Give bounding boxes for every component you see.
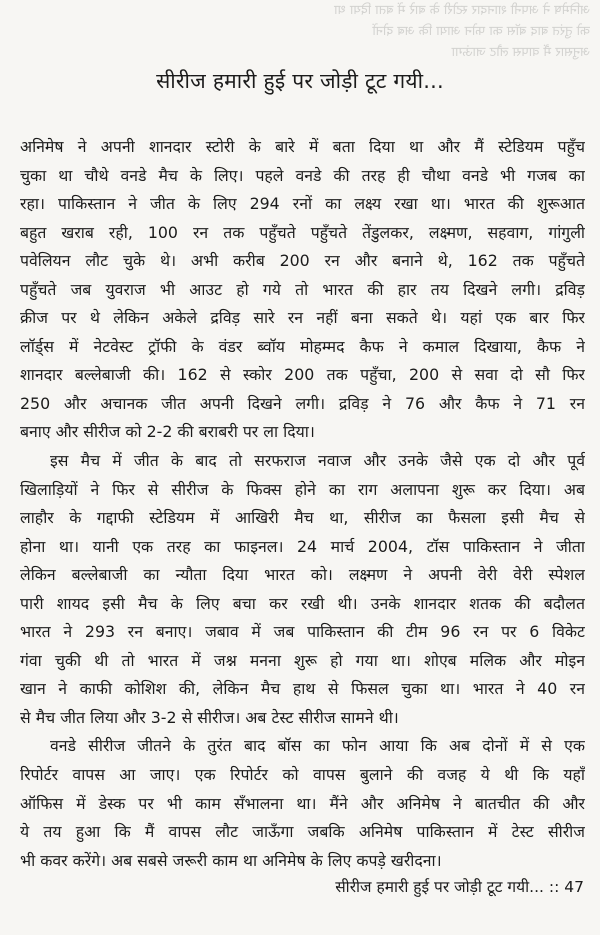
text-line: रिपोर्टर वापस आ जाए। एक रिपोर्टर को वापस बुलाने की वजह ये थी कि यहाँ [20, 765, 585, 785]
page-number: 47 [564, 878, 584, 896]
text-line: चुका था चौथे वनडे मैच के लिए। पहले वनडे की तरह ही चौथा वनडे भी गजब का [20, 165, 585, 185]
text-line: क्रीज पर थे लेकिन अकेले द्रविड़ सारे रन नहीं बना सकते थे। यहां एक बार फिर [20, 308, 585, 328]
text-line: खान ने काफी कोशिश की, लेकिन मैच हाथ से फिसल चुका था। भारत ने 40 रन [20, 679, 585, 699]
text-line: से मैच जीत लिया और 3-2 से सीरीज। अब टेस्ट सीरीज सामने थी। [20, 707, 399, 727]
running-title: सीरीज हमारी हुई पर जोड़ी टूट गयी... [335, 878, 544, 896]
text-line: लाहौर के गद्दाफी स्टेडियम में आखिरी मैच था, सीरीज का फैसला इसी मैच से [20, 508, 585, 528]
text-line: भी कवर करेंगे। अब सबसे जरूरी काम था अनिमेष के लिए कपड़े खरीदना। [20, 850, 442, 870]
text-line: भारत ने 293 रन बनाए। जबाव में जब पाकिस्तान की टीम 96 रन पर 6 विकेट [20, 622, 585, 642]
text-line: पारी शायद इसी मैच के लिए बचा कर रखी थी। उनके शानदार शतक की बदौलत [20, 593, 585, 613]
text-line: पहुँचते जब युवराज भी आउट हो गये तो भारत की हार तय दिखने लगी। द्रविड़ [20, 279, 585, 299]
footer-separator: :: [548, 878, 560, 896]
text-line: ये तय हुआ कि मैं वापस लौट जाऊँगा जबकि अनिमेष पाकिस्तान में टेस्ट सीरीज [20, 822, 585, 842]
bleed-line: अनिमेष ने अपनी शानदार स्टोरी के बारे में बता दिया था [334, 3, 590, 18]
text-line: वनडे सीरीज जीतने के तुरंत बाद बॉस का फोन आया कि अब दोनों में से एक [50, 736, 585, 756]
chapter-title: सीरीज हमारी हुई पर जोड़ी टूट गयी... [156, 69, 444, 93]
text-line: खिलाड़ियों ने फिर से सीरीज के फिक्स होने का राग अलापना शुरू कर दिया। अब [20, 479, 585, 499]
text-line: रहा। पाकिस्तान ने जीत के लिए 294 रनों का लक्ष्य रखा था। भारत की शुरूआत [20, 194, 585, 214]
text-line: पवेलियन लौट चुके थे। अभी करीब 200 रन और बनाने थे, 162 तक पहुँचते [20, 251, 585, 271]
page-footer [335, 873, 584, 901]
text-line: लॉर्ड्स में नेटवेस्ट ट्रॉफी के वंडर ब्वॉय मोहम्मद कैफ ने कमाल दिखाया, कैफ ने [20, 336, 585, 356]
bleed-through-text [300, 0, 590, 60]
bleed-line: अनुसार मैं वापस लौट जाऊंगा [451, 45, 590, 60]
text-line: गंवा चुकी थी तो भारत में जश्न मनना शुरू हो गया था। शोएब मलिक और मोइन [20, 650, 585, 670]
text-line: बनाए और सीरीज को 2-2 की बराबरी पर ला दिया। [20, 422, 315, 442]
text-line: होना था। यानी एक तरह का फाइनल। 24 मार्च 2004, टॉस पाकिस्तान ने जीता [20, 536, 585, 556]
text-line: अनिमेष ने अपनी शानदार स्टोरी के बारे में बता दिया था और मैं स्टेडियम पहुँच [20, 137, 585, 156]
text-line: 250 और अचानक जीत अपनी दिखने लगी। द्रविड़ ने 76 और कैफ ने 71 रन [20, 393, 585, 413]
chapter-body [20, 133, 585, 875]
text-line: लेकिन बल्लेबाजी का न्यौता दिया भारत को। लक्ष्मण ने अपनी वेरी वेरी स्पेशल [20, 565, 585, 585]
text-line: शानदार बल्लेबाजी की। 162 से स्कोर 200 तक पहुँचा, 200 से सवा दो सौ फिर [20, 365, 585, 385]
text-line: ऑफिस में डेस्क पर भी काम सँभालना था। मैंने और अनिमेष ने बातचीत की और [20, 793, 585, 813]
bleed-line: को तुरंत बाद बॉस का फोन आया कि अब दोनों [372, 24, 590, 39]
text-line: इस मैच में जीत के बाद तो सरफराज नवाज और उनके जैसे एक दो और पूर्व [50, 451, 585, 471]
text-line: बहुत खराब रही, 100 रन तक पहुँचते पहुँचते तेंडुलकर, लक्ष्मण, सहवाग, गांगुली [20, 222, 585, 242]
